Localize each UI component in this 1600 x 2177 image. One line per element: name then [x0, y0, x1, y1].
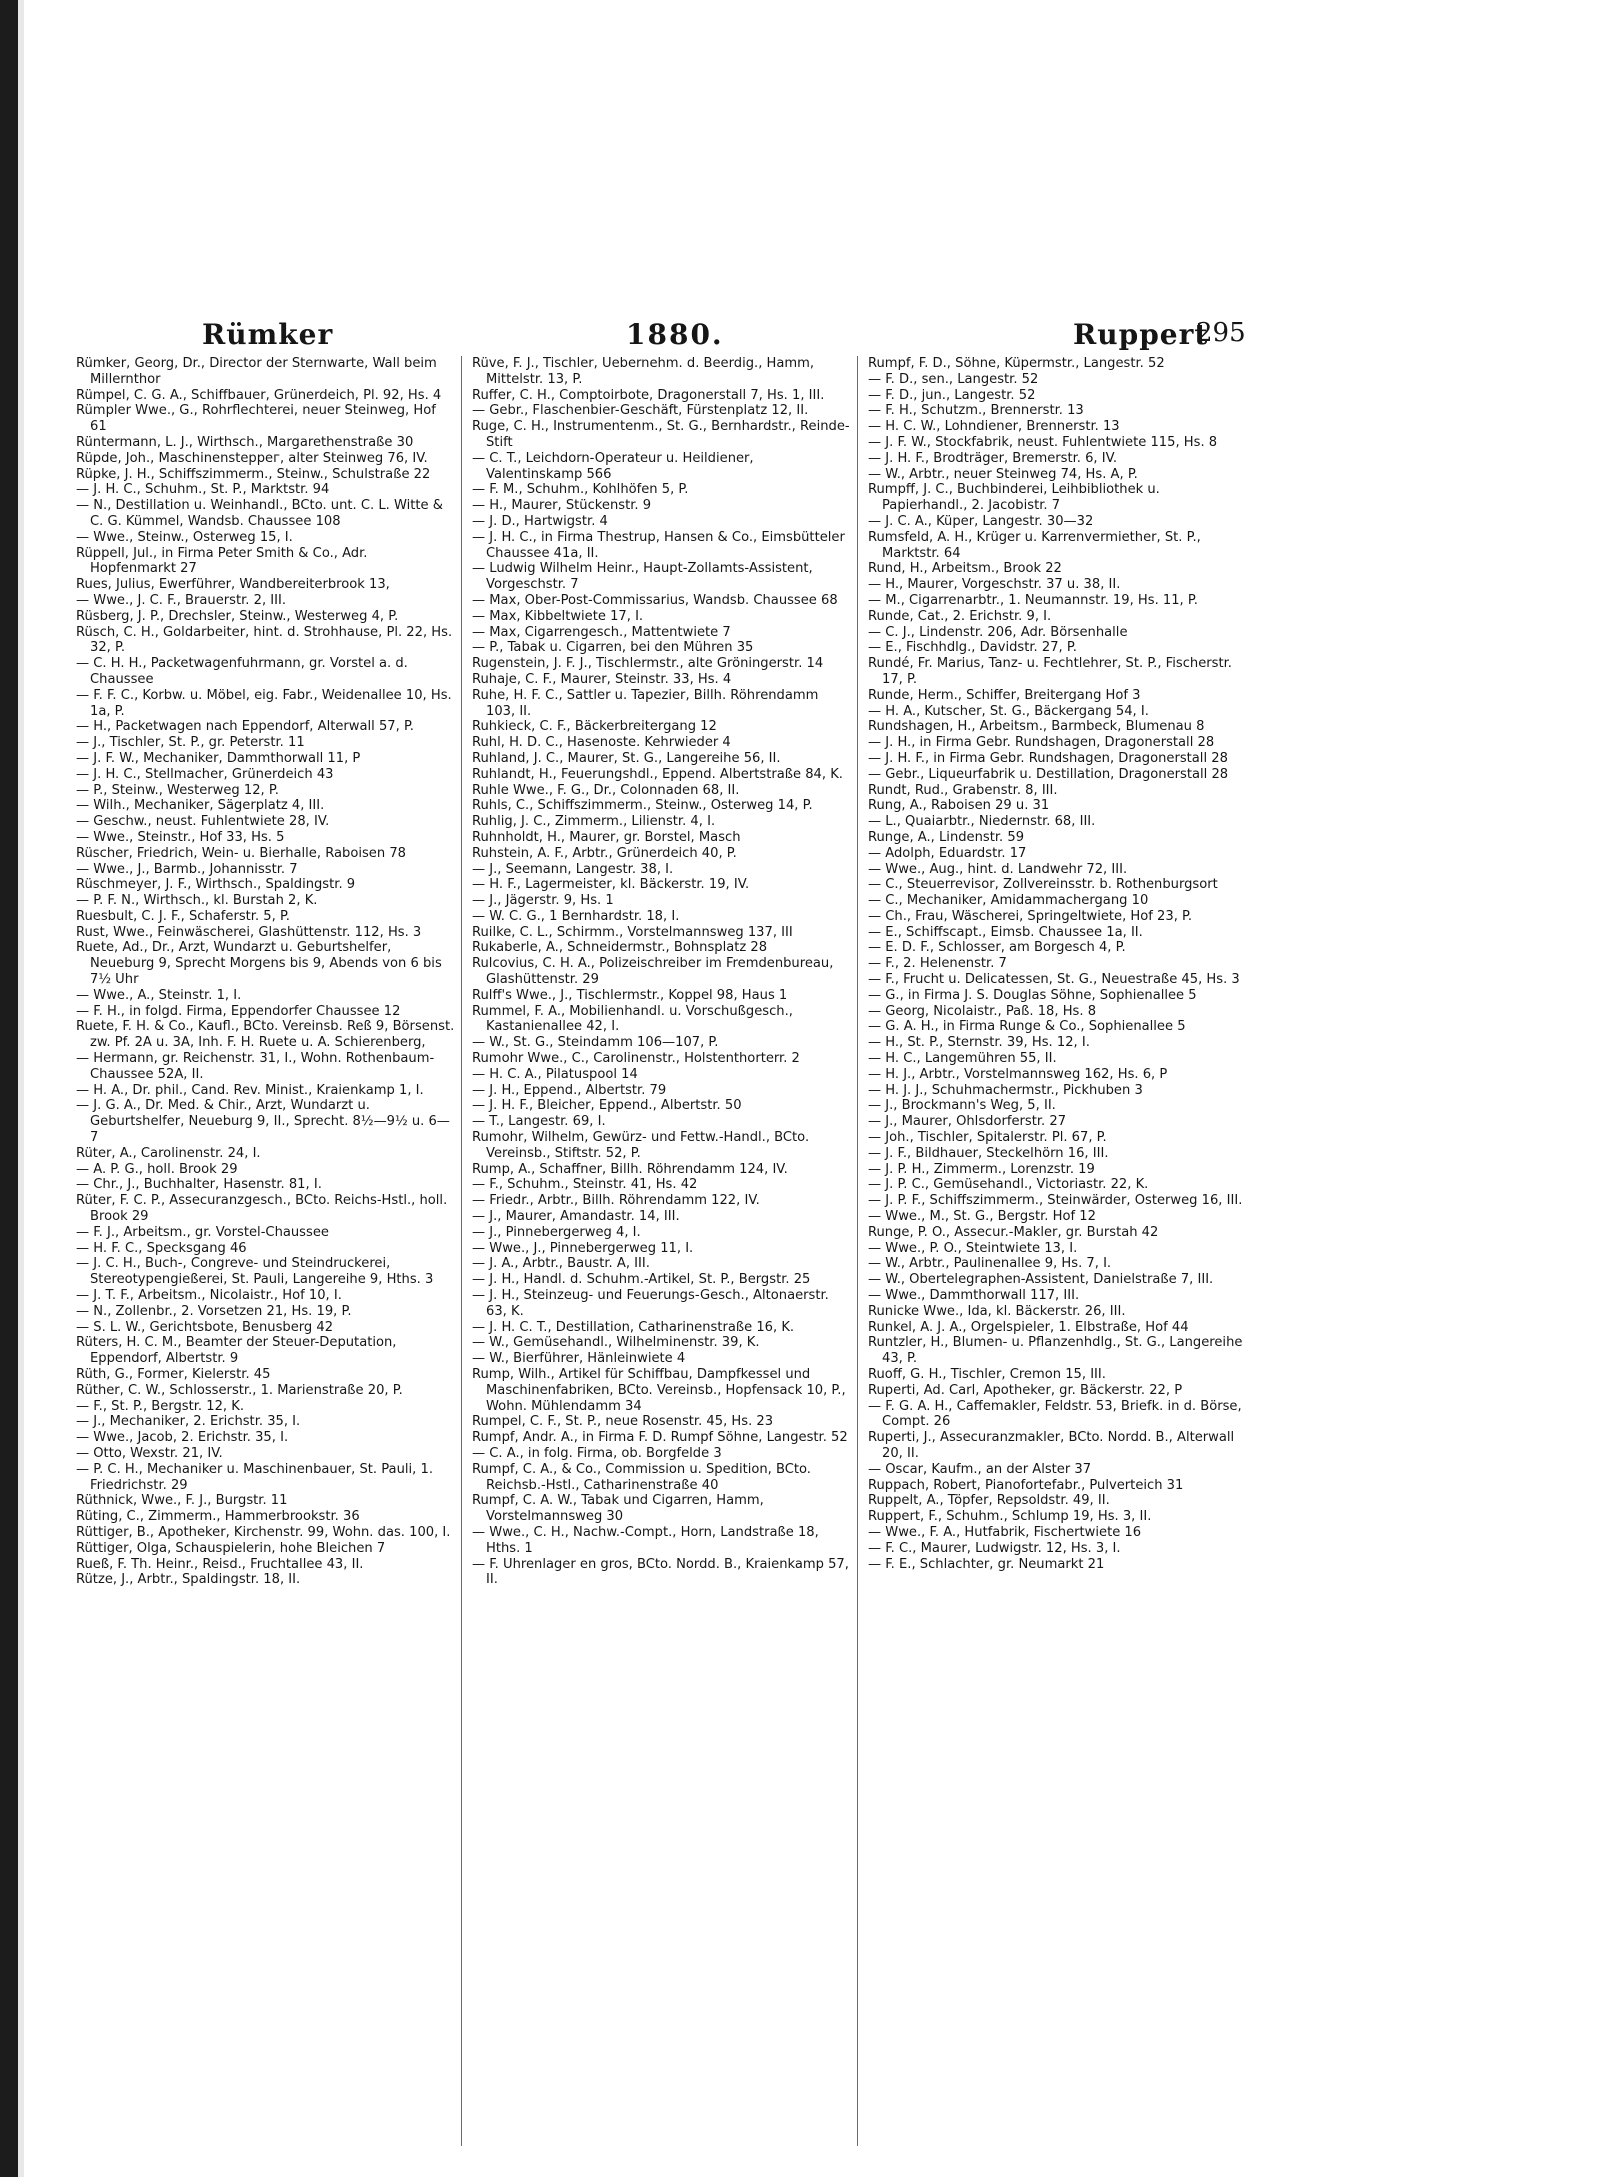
directory-entry: — E. D. F., Schlosser, am Borgesch 4, P.: [868, 940, 1126, 956]
column-1: [76, 356, 462, 2146]
directory-entry: Ruperti, Ad. Carl, Apotheker, gr. Bäckerstr. 22, P: [868, 1382, 1183, 1398]
directory-entry: — Wwe., J., Barmb., Johannisstr. 7: [76, 861, 298, 877]
directory-entry: — Gebr., Liqueurfabrik u. Destillation, Dragonerstall 28: [868, 766, 1229, 782]
directory-entry: — P. C. H., Mechaniker u. Maschinenbauer, St. Pauli, 1. Friedrichstr. 29: [76, 1461, 433, 1493]
directory-entry: — P. F. N., Wirthsch., kl. Burstah 2, K.: [76, 893, 318, 909]
directory-entry: Rüting, C., Zimmerm., Hammerbrookstr. 36: [76, 1509, 360, 1525]
directory-entry: — C., Mechaniker, Amidammachergang 10: [868, 893, 1149, 909]
directory-entry: Ruhland, J. C., Maurer, St. G., Langereihe 56, II.: [472, 750, 781, 766]
directory-entry: — Otto, Wexstr. 21, IV.: [76, 1445, 223, 1461]
header-year: 1880.: [626, 318, 724, 351]
directory-page: [66, 258, 1256, 2148]
directory-entry: Rümpler Wwe., G., Rohrflechterei, neuer Steinweg, Hof 61: [76, 403, 436, 435]
directory-entry: Rump, A., Schaffner, Billh. Röhrendamm 124, IV.: [472, 1161, 788, 1177]
directory-entry: — J. P. F., Schiffszimmerm., Steinwärder, Osterweg 16, III.: [868, 1193, 1243, 1209]
directory-entry: — J. H. C., Stellmacher, Grünerdeich 43: [76, 766, 334, 782]
directory-entry: — J. C. A., Küper, Langestr. 30—32: [868, 513, 1094, 529]
directory-entry: — F. G. A. H., Caffemakler, Feldstr. 53, Briefk. in d. Börse, Compt. 26: [868, 1398, 1242, 1430]
directory-entry: — F., 2. Helenenstr. 7: [868, 956, 1007, 972]
directory-entry: — Max, Ober-Post-Commissarius, Wandsb. Chaussee 68: [472, 592, 838, 608]
directory-entry: — F., Schuhm., Steinstr. 41, Hs. 42: [472, 1177, 698, 1193]
directory-entry: — J. H., Steinzeug- und Feuerungs-Gesch., Altonaerstr. 63, K.: [472, 1288, 829, 1319]
directory-entry: — F. D., jun., Langestr. 52: [868, 387, 1036, 403]
directory-entry: Ruge, C. H., Instrumentenm., St. G., Bernhardstr., Reinde-Stift: [472, 419, 850, 450]
directory-entry: Ruhstein, A. F., Arbtr., Grünerdeich 40, P.: [472, 845, 737, 861]
directory-entry: — Wwe., M., St. G., Bergstr. Hof 12: [868, 1209, 1096, 1225]
directory-entry: — Joh., Tischler, Spitalerstr. Pl. 67, P.: [868, 1130, 1107, 1146]
directory-entry: Rukaberle, A., Schneidermstr., Bohnsplatz 28: [472, 940, 768, 956]
book-binding-edge: [0, 0, 18, 2177]
directory-entry: — J. F. W., Stockfabrik, neust. Fuhlentwiete 115, Hs. 8: [868, 434, 1218, 450]
directory-entry: — J. F. W., Mechaniker, Dammthorwall 11, P: [76, 750, 361, 766]
directory-entry: — G. A. H., in Firma Runge & Co., Sophienallee 5: [868, 1019, 1186, 1035]
directory-entry: — C. A., in folg. Firma, ob. Borgfelde 3: [472, 1445, 722, 1461]
directory-entry: Rueß, F. Th. Heinr., Reisd., Fruchtallee 43, II.: [76, 1556, 364, 1572]
directory-entry: — H., Maurer, Stückenstr. 9: [472, 498, 652, 514]
directory-entry: — E., Schiffscapt., Eimsb. Chaussee 1a, II.: [868, 924, 1143, 940]
directory-entry: — J. C. H., Buch-, Congreve- und Steindruckerei, Stereotypengießerei, St. Pauli, Langereihe 9, Hths. 3: [76, 1256, 434, 1288]
directory-entry: Ruhaje, C. F., Maurer, Steinstr. 33, Hs. 4: [472, 671, 732, 687]
directory-entry: Rumpel, C. F., St. P., neue Rosenstr. 45, Hs. 23: [472, 1414, 774, 1430]
directory-entry: — Hermann, gr. Reichenstr. 31, I., Wohn. Rothenbaum-Chaussee 52A, II.: [76, 1051, 435, 1082]
directory-entry: Rulff's Wwe., J., Tischlermstr., Koppel 98, Haus 1: [472, 987, 788, 1003]
directory-entry: — P., Tabak u. Cigarren, bei den Mühren 35: [472, 640, 754, 656]
directory-entry: — C., Steuerrevisor, Zollvereinsstr. b. Rothenburgsort: [868, 877, 1218, 893]
directory-entry: — J. H. F., in Firma Gebr. Rundshagen, Dragonerstall 28: [868, 750, 1228, 766]
directory-entry: — J. H. C., in Firma Thestrup, Hansen & Co., Eimsbütteler Chaussee 41a, II.: [472, 529, 845, 561]
directory-entry: Rüsch, C. H., Goldarbeiter, hint. d. Strohhause, Pl. 22, Hs. 32, P.: [76, 624, 453, 656]
directory-entry: Ruhlandt, H., Feuerungshdl., Eppend. Albertstraße 84, K.: [472, 766, 843, 782]
directory-entry: — N., Zollenbr., 2. Vorsetzen 21, Hs. 19, P.: [76, 1303, 352, 1319]
header-left-catchword: Rümker: [202, 318, 334, 351]
directory-entry: Rundé, Fr. Marius, Tanz- u. Fechtlehrer, St. P., Fischerstr. 17, P.: [868, 656, 1232, 687]
directory-entry: — M., Cigarrenarbtr., 1. Neumannstr. 19, Hs. 11, P.: [868, 592, 1198, 608]
directory-entry: — H., Packetwagen nach Eppendorf, Alterwall 57, P.: [76, 719, 414, 735]
directory-entry: Rüntermann, L. J., Wirthsch., Margarethenstraße 30: [76, 434, 414, 450]
directory-entry: — Wwe., Aug., hint. d. Landwehr 72, III.: [868, 861, 1128, 877]
directory-entry: — F. M., Schuhm., Kohlhöfen 5, P.: [472, 482, 689, 498]
directory-entry: — Geschw., neust. Fuhlentwiete 28, IV.: [76, 814, 330, 830]
directory-entry: — S. L. W., Gerichtsbote, Benusberg 42: [76, 1319, 334, 1335]
directory-entry: Rütze, J., Arbtr., Spaldingstr. 18, II.: [76, 1572, 301, 1588]
directory-entry: — Wwe., C. H., Nachw.-Compt., Horn, Landstraße 18, Hths. 1: [472, 1524, 819, 1556]
directory-entry: Rüttiger, Olga, Schauspielerin, hohe Bleichen 7: [76, 1540, 386, 1556]
directory-entry: Ruete, F. H. & Co., Kaufl., BCto. Vereinsb. Reß 9, Börsenst. zw. Pf. 2A u. 3A, Inh. F. H. Ruete u. A. Schierenberg,: [76, 1019, 455, 1051]
directory-entry: Ruffer, C. H., Comptoirbote, Dragonerstall 7, Hs. 1, III.: [472, 387, 825, 403]
directory-entry: Rumpf, C. A., & Co., Commission u. Spedition, BCto. Reichsb.-Hstl., Catharinenstraße 40: [472, 1461, 811, 1493]
directory-entry: Rüsberg, J. P., Drechsler, Steinw., Westerweg 4, P.: [76, 608, 399, 624]
directory-entry: — Georg, Nicolaistr., Paß. 18, Hs. 8: [868, 1003, 1097, 1019]
directory-entry: — H. A., Dr. phil., Cand. Rev. Minist., Kraienkamp 1, I.: [76, 1082, 424, 1098]
directory-entry: — G., in Firma J. S. Douglas Söhne, Sophienallee 5: [868, 987, 1197, 1003]
header-right-catchword: Ruppert: [1073, 318, 1209, 351]
directory-entry: Rulcovius, C. H. A., Polizeischreiber im Fremdenbureau, Glashüttenstr. 29: [472, 956, 834, 988]
directory-entry: — W., Arbtr., Paulinenallee 9, Hs. 7, I.: [868, 1256, 1112, 1272]
directory-entry: — Wwe., J., Pinnebergerweg 11, I.: [472, 1240, 694, 1256]
directory-entry: — H., Maurer, Vorgeschstr. 37 u. 38, II.: [868, 577, 1121, 593]
directory-entry: — J. A., Arbtr., Baustr. A, III.: [472, 1256, 650, 1272]
directory-entry: — Wwe., P. O., Steintwiete 13, I.: [868, 1240, 1078, 1256]
directory-entry: — J., Maurer, Amandastr. 14, III.: [472, 1209, 680, 1225]
directory-entry: — Chr., J., Buchhalter, Hasenstr. 81, I.: [76, 1177, 322, 1193]
column-2: [472, 356, 858, 2146]
directory-entry: — J., Mechaniker, 2. Erichstr. 35, I.: [76, 1414, 301, 1430]
directory-entry: Rumpff, J. C., Buchbinderei, Leihbibliothek u. Papierhandl., 2. Jacobistr. 7: [868, 482, 1160, 514]
directory-entry: Rüter, F. C. P., Assecuranzgesch., BCto. Reichs-Hstl., holl. Brook 29: [76, 1193, 448, 1225]
directory-entry: Rumohr Wwe., C., Carolinenstr., Holstenthorterr. 2: [472, 1051, 800, 1067]
directory-entry: — Wwe., A., Steinstr. 1, I.: [76, 987, 242, 1003]
directory-entry: Rumpf, Andr. A., in Firma F. D. Rumpf Söhne, Langestr. 52: [472, 1430, 848, 1446]
directory-entry: Rüttiger, B., Apotheker, Kirchenstr. 99, Wohn. das. 100, I.: [76, 1524, 451, 1540]
directory-entry: Rust, Wwe., Feinwäscherei, Glashüttenstr. 112, Hs. 3: [76, 924, 422, 940]
directory-entry: Rüters, H. C. M., Beamter der Steuer-Deputation, Eppendorf, Albertstr. 9: [76, 1335, 397, 1367]
directory-entry: Rues, Julius, Ewerführer, Wandbereiterbrook 13,: [76, 577, 390, 593]
directory-entry: — W., Obertelegraphen-Assistent, Danielstraße 7, III.: [868, 1272, 1214, 1288]
directory-entry: — L., Quaiarbtr., Niedernstr. 68, III.: [868, 814, 1096, 830]
directory-entry: Ruppert, F., Schuhm., Schlump 19, Hs. 3, II.: [868, 1509, 1152, 1525]
directory-entry: — F. F. C., Korbw. u. Möbel, eig. Fabr., Weidenallee 10, Hs. 1a, P.: [76, 687, 452, 719]
directory-entry: Ruppelt, A., Töpfer, Repsoldstr. 49, II.: [868, 1493, 1110, 1509]
directory-entry: — J. D., Hartwigstr. 4: [472, 513, 608, 529]
directory-entry: Rüpke, J. H., Schiffszimmerm., Steinw., Schulstraße 22: [76, 466, 431, 482]
directory-entry: Ruhle Wwe., F. G., Dr., Colonnaden 68, II.: [472, 782, 740, 798]
directory-entry: — C. J., Lindenstr. 206, Adr. Börsenhalle: [868, 624, 1128, 640]
directory-entry: Rüschmeyer, J. F., Wirthsch., Spaldingstr. 9: [76, 877, 356, 893]
directory-entry: — Wwe., Steinw., Osterweg 15, I.: [76, 529, 293, 545]
directory-entry: Runicke Wwe., Ida, kl. Bäckerstr. 26, III.: [868, 1303, 1126, 1319]
directory-entry: Rumpf, F. D., Söhne, Küpermstr., Langestr. 52: [868, 356, 1165, 371]
directory-entry: Ruete, Ad., Dr., Arzt, Wundarzt u. Geburtshelfer, Neueburg 9, Sprecht Morgens bis 9, Abends von 6 bis 7½ Uhr: [76, 940, 442, 988]
directory-entry: — J. T. F., Arbeitsm., Nicolaistr., Hof 10, I.: [76, 1288, 342, 1304]
directory-entry: — Max, Kibbeltwiete 17, I.: [472, 608, 644, 624]
directory-entry: Runge, P. O., Assecur.-Makler, gr. Burstah 42: [868, 1224, 1159, 1240]
directory-entry: — F., Frucht u. Delicatessen, St. G., Neuestraße 45, Hs. 3: [868, 972, 1240, 988]
directory-entry: — Oscar, Kaufm., an der Alster 37: [868, 1461, 1092, 1477]
directory-entry: — H., St. P., Sternstr. 39, Hs. 12, I.: [868, 1035, 1090, 1051]
directory-entry: — Wilh., Mechaniker, Sägerplatz 4, III.: [76, 798, 325, 814]
directory-entry: — J. H. F., Brodträger, Bremerstr. 6, IV.: [868, 450, 1118, 466]
directory-entry: Ruhe, H. F. C., Sattler u. Tapezier, Billh. Röhrendamm 103, II.: [472, 687, 819, 719]
directory-entry: — Adolph, Eduardstr. 17: [868, 845, 1027, 861]
directory-entry: Rummel, F. A., Mobilienhandl. u. Vorschußgesch., Kastanienallee 42, I.: [472, 1003, 793, 1035]
directory-entry: — Wwe., Steinstr., Hof 33, Hs. 5: [76, 829, 285, 845]
directory-entry: Ruhkieck, C. F., Bäckerbreitergang 12: [472, 719, 717, 735]
directory-entry: — F. E., Schlachter, gr. Neumarkt 21: [868, 1556, 1105, 1572]
directory-entry: — N., Destillation u. Weinhandl., BCto. unt. C. L. Witte & C. G. Kümmel, Wandsb. Chaussee 108: [76, 498, 443, 529]
directory-entry: Runkel, A. J. A., Orgelspieler, 1. Elbstraße, Hof 44: [868, 1319, 1189, 1335]
directory-entry: Ruesbult, C. J. F., Schaferstr. 5, P.: [76, 908, 290, 924]
directory-entry: — W., Gemüsehandl., Wilhelminenstr. 39, K.: [472, 1335, 760, 1351]
directory-entry: — F. C., Maurer, Ludwigstr. 12, Hs. 3, I.: [868, 1540, 1121, 1556]
directory-entry: — J., Maurer, Ohlsdorferstr. 27: [868, 1114, 1067, 1130]
page-number: 295: [1196, 318, 1246, 348]
directory-entry: — F. J., Arbeitsm., gr. Vorstel-Chaussee: [76, 1224, 329, 1240]
directory-entry: Rüppell, Jul., in Firma Peter Smith & Co., Adr. Hopfenmarkt 27: [76, 545, 368, 577]
directory-entry: Ruhnholdt, H., Maurer, gr. Borstel, Masch: [472, 829, 741, 845]
directory-entry: — Wwe., Dammthorwall 117, III.: [868, 1288, 1080, 1304]
directory-entry: Ruilke, C. L., Schirmm., Vorstelmannsweg 137, III: [472, 924, 793, 940]
directory-entry: — H. J. J., Schuhmachermstr., Pickhuben 3: [868, 1082, 1143, 1098]
directory-entry: — Max, Cigarrengesch., Mattentwiete 7: [472, 624, 731, 640]
directory-entry: — H. J., Arbtr., Vorstelmannsweg 162, Hs. 6, P: [868, 1066, 1168, 1082]
directory-entry: — J., Tischler, St. P., gr. Peterstr. 11: [76, 735, 305, 751]
directory-entry: Runde, Herm., Schiffer, Breitergang Hof 3: [868, 687, 1141, 703]
directory-entry: — J. P. H., Zimmerm., Lorenzstr. 19: [868, 1161, 1095, 1177]
directory-entry: — J. H. F., Bleicher, Eppend., Albertstr. 50: [472, 1098, 742, 1114]
directory-entry: Runde, Cat., 2. Erichstr. 9, I.: [868, 608, 1052, 624]
directory-entry: — T., Langestr. 69, I.: [472, 1114, 606, 1130]
directory-entry: Ruhl, H. D. C., Hasenoste. Kehrwieder 4: [472, 735, 731, 751]
directory-entry: Rumohr, Wilhelm, Gewürz- und Fettw.-Handl., BCto. Vereinsb., Stiftstr. 52, P.: [472, 1130, 810, 1161]
directory-entry: — W., Arbtr., neuer Steinweg 74, Hs. A, P.: [868, 466, 1138, 482]
directory-entry: — W., Bierführer, Hänleinwiete 4: [472, 1351, 686, 1367]
directory-entry: — F. H., in folgd. Firma, Eppendorfer Chaussee 12: [76, 1003, 401, 1019]
directory-entry: — C. H. H., Packetwagenfuhrmann, gr. Vorstel a. d. Chaussee: [76, 656, 408, 687]
directory-entry: — Ludwig Wilhelm Heinr., Haupt-Zollamts-Assistent, Vorgeschstr. 7: [472, 561, 813, 593]
directory-columns: [76, 356, 1256, 2146]
directory-entry: — W. C. G., 1 Bernhardstr. 18, I.: [472, 908, 680, 924]
directory-entry: Runtzler, H., Blumen- u. Pflanzenhdlg., St. G., Langereihe 43, P.: [868, 1335, 1243, 1367]
directory-entry: — H. C., Langemühren 55, II.: [868, 1051, 1057, 1067]
directory-entry: Rümpel, C. G. A., Schiffbauer, Grünerdeich, Pl. 92, Hs. 4: [76, 387, 442, 403]
directory-entry: Rump, Wilh., Artikel für Schiffbau, Dampfkessel und Maschinenfabriken, BCto. Vereinsb., Hopfensack 10, P., Wohn. Mühlendamm 34: [472, 1367, 846, 1414]
directory-entry: — J. F., Bildhauer, Steckelhörn 16, III.: [868, 1145, 1109, 1161]
directory-entry: — J. H. C. T., Destillation, Catharinenstraße 16, K.: [472, 1319, 795, 1335]
directory-entry: Rundt, Rud., Grabenstr. 8, III.: [868, 782, 1058, 798]
directory-entry: — Ch., Frau, Wäscherei, Springeltwiete, Hof 23, P.: [868, 908, 1193, 924]
directory-entry: Runge, A., Lindenstr. 59: [868, 829, 1025, 845]
directory-entry: Rüscher, Friedrich, Wein- u. Bierhalle, Raboisen 78: [76, 845, 406, 861]
directory-entry: — J. P. C., Gemüsehandl., Victoriastr. 22, K.: [868, 1177, 1149, 1193]
directory-entry: — J. H., Handl. d. Schuhm.-Artikel, St. P., Bergstr. 25: [472, 1272, 811, 1288]
directory-entry: — J., Seemann, Langestr. 38, I.: [472, 861, 674, 877]
directory-entry: — F., St. P., Bergstr. 12, K.: [76, 1398, 244, 1414]
directory-entry: — C. T., Leichdorn-Operateur u. Heildiener, Valentinskamp 566: [472, 450, 754, 482]
directory-entry: — J. H., in Firma Gebr. Rundshagen, Dragonerstall 28: [868, 735, 1215, 751]
directory-entry: — W., St. G., Steindamm 106—107, P.: [472, 1035, 719, 1051]
directory-entry: — H. C. A., Pilatuspool 14: [472, 1066, 638, 1082]
directory-entry: — H. F. C., Specksgang 46: [76, 1240, 247, 1256]
directory-entry: — Gebr., Flaschenbier-Geschäft, Fürstenplatz 12, II.: [472, 403, 809, 419]
directory-entry: Rümker, Georg, Dr., Director der Sternwarte, Wall beim Millernthor: [76, 356, 437, 387]
directory-entry: — J., Pinnebergerweg 4, I.: [472, 1224, 641, 1240]
directory-entry: Ruperti, J., Assecuranzmakler, BCto. Nordd. B., Alterwall 20, II.: [868, 1430, 1235, 1461]
column-3: [868, 356, 1247, 2146]
directory-entry: Ruhlig, J. C., Zimmerm., Lilienstr. 4, I.: [472, 814, 716, 830]
directory-entry: Rüth, G., Former, Kielerstr. 45: [76, 1367, 271, 1382]
directory-entry: — Wwe., J. C. F., Brauerstr. 2, III.: [76, 592, 287, 608]
directory-entry: — J. H., Eppend., Albertstr. 79: [472, 1082, 667, 1098]
directory-entry: — H. A., Kutscher, St. G., Bäckergang 54, I.: [868, 703, 1149, 719]
directory-entry: Rüter, A., Carolinenstr. 24, I.: [76, 1145, 261, 1161]
directory-entry: — F. H., Schutzm., Brennerstr. 13: [868, 403, 1084, 419]
directory-entry: — J., Jägerstr. 9, Hs. 1: [472, 893, 614, 909]
directory-entry: — H. F., Lagermeister, kl. Bäckerstr. 19, IV.: [472, 877, 750, 893]
directory-entry: Rumsfeld, A. H., Krüger u. Karrenvermiether, St. P., Marktstr. 64: [868, 529, 1201, 561]
directory-entry: Rüve, F. J., Tischler, Uebernehm. d. Beerdig., Hamm, Mittelstr. 13, P.: [472, 356, 815, 387]
directory-entry: Rund, H., Arbeitsm., Brook 22: [868, 561, 1062, 577]
directory-entry: Ruoff, G. H., Tischler, Cremon 15, III.: [868, 1367, 1106, 1382]
page-header: [66, 258, 1256, 351]
directory-entry: — F. Uhrenlager en gros, BCto. Nordd. B., Kraienkamp 57, II.: [472, 1556, 849, 1588]
directory-entry: — P., Steinw., Westerweg 12, P.: [76, 782, 279, 798]
directory-entry: — A. P. G., holl. Brook 29: [76, 1161, 238, 1177]
directory-entry: Rüther, C. W., Schlosserstr., 1. Marienstraße 20, P.: [76, 1382, 403, 1398]
directory-entry: — Wwe., Jacob, 2. Erichstr. 35, I.: [76, 1430, 289, 1446]
directory-entry: — Friedr., Arbtr., Billh. Röhrendamm 122, IV.: [472, 1193, 760, 1209]
directory-entry: — H. C. W., Lohndiener, Brennerstr. 13: [868, 419, 1120, 435]
directory-entry: Rüpde, Joh., Maschinensteppег, alter Steinweg 76, IV.: [76, 450, 428, 466]
directory-entry: — J., Brockmann's Weg, 5, II.: [868, 1098, 1056, 1114]
directory-entry: — F. D., sen., Langestr. 52: [868, 371, 1039, 387]
directory-entry: Ruppach, Robert, Pianofortefabr., Pulverteich 31: [868, 1477, 1184, 1493]
directory-entry: — J. G. A., Dr. Med. & Chir., Arzt, Wundarzt u. Geburtshelfer, Neueburg 9, II., Sprecht. 8½—9½ u. 6—7: [76, 1098, 450, 1146]
directory-entry: — Wwe., F. A., Hutfabrik, Fischertwiete 16: [868, 1524, 1142, 1540]
directory-entry: Rüthnick, Wwe., F. J., Burgstr. 11: [76, 1493, 288, 1509]
directory-entry: Rumpf, C. A. W., Tabak und Cigarren, Hamm, Vorstelmannsweg 30: [472, 1493, 764, 1525]
directory-entry: Rung, A., Raboisen 29 u. 31: [868, 798, 1050, 814]
directory-entry: — E., Fischhdlg., Davidstr. 27, P.: [868, 640, 1077, 656]
directory-entry: — J. H. C., Schuhm., St. P., Marktstr. 94: [76, 482, 330, 498]
directory-entry: Ruhls, C., Schiffszimmerm., Steinw., Osterweg 14, P.: [472, 798, 813, 814]
directory-entry: Rugenstein, J. F. J., Tischlermstr., alte Gröningerstr. 14: [472, 656, 824, 672]
directory-entry: Rundshagen, H., Arbeitsm., Barmbeck, Blumenau 8: [868, 719, 1205, 735]
